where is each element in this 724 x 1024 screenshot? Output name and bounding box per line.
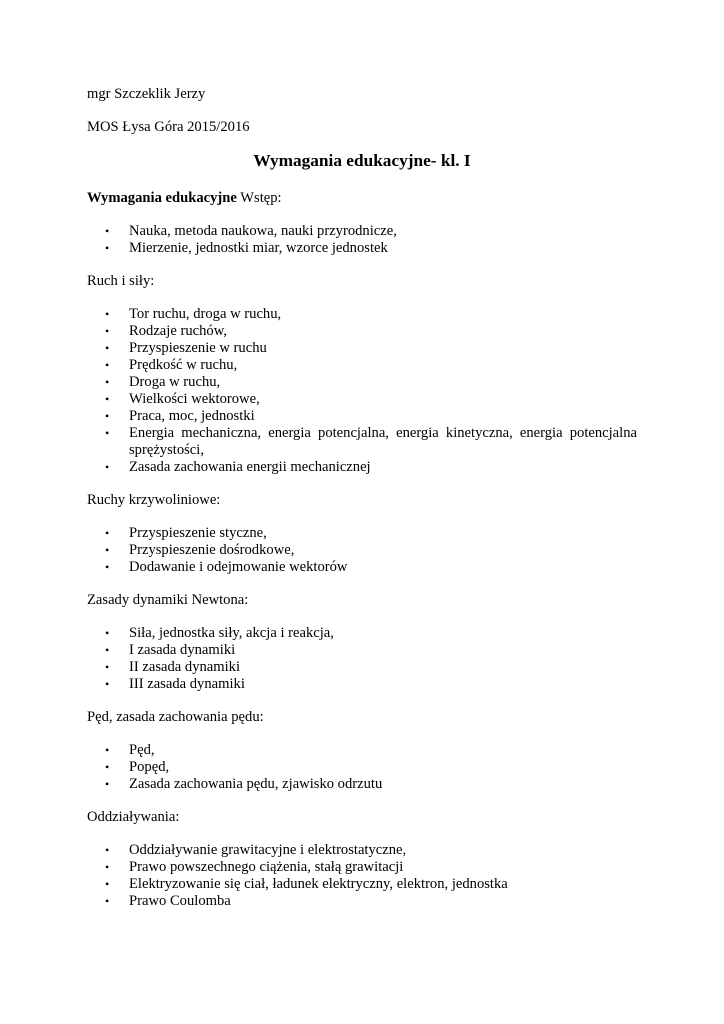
section-heading xyxy=(87,492,637,509)
list-item xyxy=(87,642,637,659)
list-item-text: Rodzaje ruchów, xyxy=(129,323,227,339)
bullet-icon: • xyxy=(105,324,110,338)
bullet-icon: • xyxy=(105,224,110,238)
list-item-text: Energia mechaniczna, energia potencjalna, energia kinetyczna, energia potencjalna sprężystości, xyxy=(129,425,637,458)
section-heading xyxy=(87,190,637,207)
list-item xyxy=(87,525,637,542)
bullet-icon: • xyxy=(105,626,110,640)
list-item xyxy=(87,459,637,476)
list-item xyxy=(87,542,637,559)
bullet-icon: • xyxy=(105,743,110,757)
list-item xyxy=(87,240,637,257)
bullet-list xyxy=(87,223,637,257)
bullet-icon: • xyxy=(105,241,110,255)
bullet-icon: • xyxy=(105,526,110,540)
list-item xyxy=(87,676,637,693)
section-heading-bold: Wymagania edukacyjne xyxy=(87,190,237,206)
bullet-icon: • xyxy=(105,307,110,321)
bullet-list xyxy=(87,525,637,576)
section-heading-text: Wstęp: xyxy=(236,190,282,206)
list-item xyxy=(87,659,637,676)
bullet-icon: • xyxy=(105,409,110,423)
list-item xyxy=(87,391,637,408)
section-heading xyxy=(87,273,637,290)
bullet-icon: • xyxy=(105,560,110,574)
list-item-text: Dodawanie i odejmowanie wektorów xyxy=(129,559,348,575)
list-item-text: Zasada zachowania energii mechanicznej xyxy=(129,459,371,475)
section-heading xyxy=(87,809,637,826)
bullet-icon: • xyxy=(105,358,110,372)
school-line: MOS Łysa Góra 2015/2016 xyxy=(87,119,250,135)
list-item-text: Prawo powszechnego ciążenia, stałą grawitacji xyxy=(129,859,404,875)
list-item xyxy=(87,559,637,576)
list-item-text: Elektryzowanie się ciał, ładunek elektryczny, elektron, jednostka xyxy=(129,876,508,892)
bullet-icon: • xyxy=(105,341,110,355)
list-item xyxy=(87,776,637,793)
list-item-text: Przyspieszenie dośrodkowe, xyxy=(129,542,295,558)
list-item-text: I zasada dynamiki xyxy=(129,642,236,658)
bullet-list xyxy=(87,842,637,910)
list-item xyxy=(87,759,637,776)
list-item-text: Siła, jednostka siły, akcja i reakcja, xyxy=(129,625,334,641)
list-item-text: Nauka, metoda naukowa, nauki przyrodnicze, xyxy=(129,223,397,239)
list-item-text: Przyspieszenie styczne, xyxy=(129,525,267,541)
list-item xyxy=(87,323,637,340)
list-item-text: Praca, moc, jednostki xyxy=(129,408,255,424)
list-item xyxy=(87,842,637,859)
list-item-text: Prędkość w ruchu, xyxy=(129,357,238,373)
list-item xyxy=(87,408,637,425)
bullet-icon: • xyxy=(105,843,110,857)
document-title: Wymagania edukacyjne- kl. I xyxy=(253,151,471,170)
bullet-icon: • xyxy=(105,894,110,908)
bullet-icon: • xyxy=(105,860,110,874)
list-item-text: Droga w ruchu, xyxy=(129,374,221,390)
list-item-text: III zasada dynamiki xyxy=(129,676,245,692)
list-item-text: Zasada zachowania pędu, zjawisko odrzutu xyxy=(129,776,383,792)
bullet-icon: • xyxy=(105,760,110,774)
list-item xyxy=(87,357,637,374)
bullet-icon: • xyxy=(105,677,110,691)
list-item xyxy=(87,223,637,240)
list-item xyxy=(87,306,637,323)
bullet-icon: • xyxy=(105,375,110,389)
bullet-icon: • xyxy=(105,460,110,474)
list-item xyxy=(87,859,637,876)
section-heading xyxy=(87,592,637,609)
bullet-icon: • xyxy=(105,660,110,674)
list-item xyxy=(87,340,637,357)
bullet-list xyxy=(87,625,637,693)
section-heading-text: Zasady dynamiki Newtona: xyxy=(87,592,249,608)
list-item xyxy=(87,374,637,391)
list-item xyxy=(87,893,637,910)
list-item xyxy=(87,876,637,893)
list-item-text: Oddziaływanie grawitacyjne i elektrostatyczne, xyxy=(129,842,407,858)
section-heading xyxy=(87,709,637,726)
list-item-text: Prawo Coulomba xyxy=(129,893,231,909)
bullet-icon: • xyxy=(105,877,110,891)
author-line: mgr Szczeklik Jerzy xyxy=(87,86,206,102)
document-content xyxy=(87,190,637,926)
bullet-icon: • xyxy=(105,392,110,406)
section-heading-text: Pęd, zasada zachowania pędu: xyxy=(87,709,264,725)
list-item-text: Przyspieszenie w ruchu xyxy=(129,340,267,356)
list-item xyxy=(87,742,637,759)
bullet-list xyxy=(87,306,637,476)
bullet-icon: • xyxy=(105,426,110,440)
list-item-text: Tor ruchu, droga w ruchu, xyxy=(129,306,282,322)
section-heading-text: Oddziaływania: xyxy=(87,809,180,825)
list-item xyxy=(87,425,637,459)
bullet-icon: • xyxy=(105,643,110,657)
list-item xyxy=(87,625,637,642)
list-item-text: II zasada dynamiki xyxy=(129,659,241,675)
list-item-text: Pęd, xyxy=(129,742,155,758)
section-heading-text: Ruchy krzywoliniowe: xyxy=(87,492,221,508)
list-item-text: Wielkości wektorowe, xyxy=(129,391,260,407)
bullet-icon: • xyxy=(105,543,110,557)
bullet-icon: • xyxy=(105,777,110,791)
list-item-text: Mierzenie, jednostki miar, wzorce jednostek xyxy=(129,240,388,256)
section-heading-text: Ruch i siły: xyxy=(87,273,155,289)
list-item-text: Popęd, xyxy=(129,759,170,775)
bullet-list xyxy=(87,742,637,793)
